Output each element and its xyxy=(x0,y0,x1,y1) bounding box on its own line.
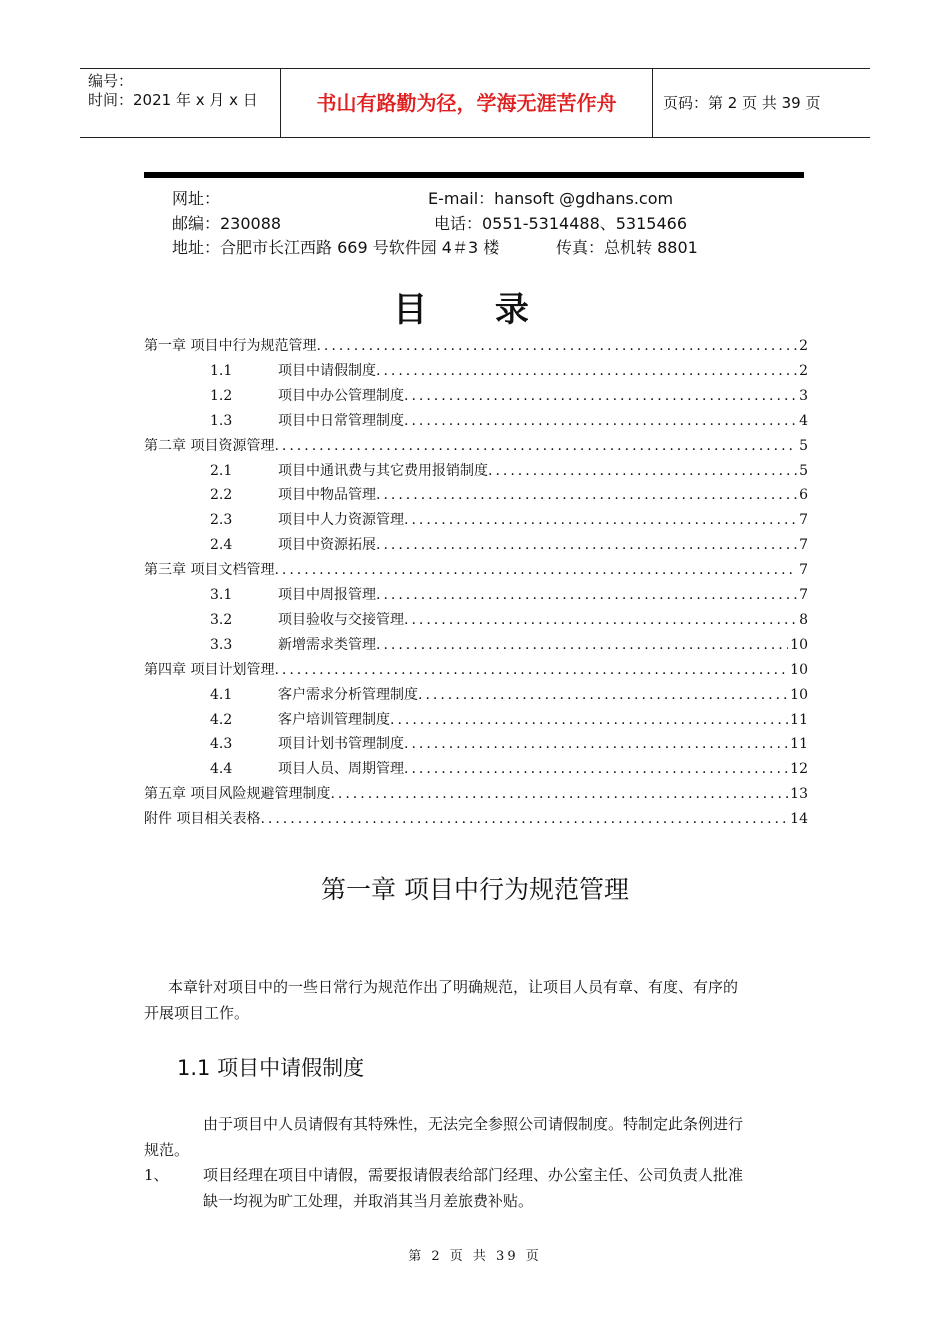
toc-entry-page: 12 xyxy=(790,761,808,778)
toc-entry-number: 4.3 xyxy=(210,736,233,753)
toc-entry-number: 4.2 xyxy=(210,711,233,728)
toc-entry-text: 项目中周报管理 xyxy=(278,587,376,603)
chapter-intro-line2: 开展项目工作。 xyxy=(144,1004,250,1022)
toc-entry[interactable] xyxy=(144,782,808,807)
toc-entry-number: 1.3 xyxy=(210,412,233,429)
list-item-number: 1、 xyxy=(144,1166,169,1184)
toc-entry-page: 2 xyxy=(799,338,808,354)
toc-entry-number: 2.4 xyxy=(210,537,233,554)
toc-leader-dots xyxy=(404,508,797,533)
toc-entry[interactable] xyxy=(210,459,808,484)
toc-leader-dots xyxy=(376,633,788,658)
toc-entry-number: 3.2 xyxy=(210,611,233,628)
toc-entry-text: 新增需求类管理 xyxy=(278,636,376,653)
section-title: 1.1 项目中请假制度 xyxy=(177,1056,365,1080)
toc-entry-number: 1.1 xyxy=(210,362,233,379)
toc-leader-dots xyxy=(376,533,797,558)
toc-leader-dots xyxy=(418,683,788,708)
toc-entry-text: 第二章 项目资源管理 xyxy=(144,437,275,454)
toc-entry-page: 10 xyxy=(790,686,808,703)
toc-entry-number: 3.3 xyxy=(210,636,233,653)
toc-entry[interactable] xyxy=(144,434,808,459)
toc-entry[interactable] xyxy=(210,633,808,658)
toc-entry-page: 2 xyxy=(799,362,808,379)
toc-entry-page: 7 xyxy=(799,587,808,603)
header-motto: 书山有路勤为径，学海无涯苦作舟 xyxy=(280,69,653,137)
toc-entry-number: 4.4 xyxy=(210,761,233,778)
toc-leader-dots xyxy=(404,608,797,633)
toc-leader-dots xyxy=(404,732,788,757)
toc-entry-page: 3 xyxy=(799,387,808,404)
toc-entry[interactable] xyxy=(144,807,808,832)
toc-title: 目 录 xyxy=(393,290,557,330)
toc-entry-text: 客户培训管理制度 xyxy=(278,711,390,728)
toc-entry[interactable] xyxy=(210,384,808,409)
contact-email: E-mail：hansoft @gdhans.com xyxy=(428,189,674,208)
toc-leader-dots xyxy=(274,658,788,683)
page-header xyxy=(80,68,870,138)
section-para-line2: 规范。 xyxy=(144,1141,190,1159)
chapter-title: 第一章 项目中行为规范管理 xyxy=(321,875,629,904)
toc-entry[interactable] xyxy=(210,608,808,633)
toc-entry-number: 2.1 xyxy=(210,462,233,479)
toc-entry-page: 6 xyxy=(799,487,808,504)
toc-entry-number: 2.2 xyxy=(210,487,233,504)
contact-phone: 电话：0551-5314488、5315466 xyxy=(434,214,688,233)
toc-entry-text: 项目计划书管理制度 xyxy=(278,736,404,753)
toc-entry-page: 11 xyxy=(790,736,808,753)
toc-entry-text: 项目人员、周期管理 xyxy=(278,761,404,778)
toc-entry-text: 项目中人力资源管理 xyxy=(278,512,404,529)
toc-leader-dots xyxy=(260,807,788,832)
code-label: 编号： xyxy=(88,72,134,90)
contact-website: 网址： xyxy=(172,189,221,208)
toc-entry-text: 项目中请假制度 xyxy=(278,362,376,379)
toc-entry[interactable] xyxy=(144,658,808,683)
toc-entry-page: 7 xyxy=(799,512,808,529)
toc-entry-text: 项目中办公管理制度 xyxy=(278,387,404,404)
toc-leader-dots xyxy=(330,782,788,807)
toc-leader-dots xyxy=(404,757,788,782)
toc-entry-text: 项目中物品管理 xyxy=(278,487,376,504)
page-footer: 第 2 页 共 39 页 xyxy=(408,1249,542,1264)
list-item-line2: 缺一均视为旷工处理，并取消其当月差旅费补贴。 xyxy=(203,1192,534,1210)
toc-entry[interactable] xyxy=(210,508,808,533)
toc-entry-text: 附件 项目相关表格 xyxy=(144,811,261,828)
toc-leader-dots xyxy=(404,384,797,409)
toc-entry[interactable] xyxy=(144,558,808,583)
toc-entry-number: 4.1 xyxy=(210,686,233,703)
toc-entry-text: 第三章 项目文档管理 xyxy=(144,562,275,579)
toc-entry[interactable] xyxy=(210,757,808,782)
toc-entry-page: 7 xyxy=(799,537,808,554)
toc-entry-number: 3.1 xyxy=(210,587,233,603)
toc-entry-page: 4 xyxy=(799,412,808,429)
toc-leader-dots xyxy=(376,583,797,608)
toc-entry-page: 13 xyxy=(790,786,808,803)
toc-leader-dots xyxy=(376,359,797,384)
toc-entry[interactable] xyxy=(210,708,808,733)
toc-entry[interactable] xyxy=(144,334,808,359)
toc-entry-page: 11 xyxy=(790,711,808,728)
toc-entry-page: 10 xyxy=(790,636,808,653)
toc-entry-page: 5 xyxy=(799,462,808,479)
toc-entry-text: 第一章 项目中行为规范管理 xyxy=(144,338,317,354)
toc-leader-dots xyxy=(404,409,797,434)
toc-entry-text: 项目验收与交接管理 xyxy=(278,611,404,628)
toc-entry-text: 客户需求分析管理制度 xyxy=(278,686,418,703)
toc-entry[interactable] xyxy=(210,533,808,558)
toc-entry-text: 第五章 项目风险规避管理制度 xyxy=(144,786,331,803)
toc-entry-page: 5 xyxy=(799,437,808,454)
toc-entry[interactable] xyxy=(210,409,808,434)
toc-entry-text: 第四章 项目计划管理 xyxy=(144,661,275,678)
section-para-line1: 由于项目中人员请假有其特殊性，无法完全参照公司请假制度。特制定此条例进行 xyxy=(203,1115,744,1133)
toc-leader-dots xyxy=(274,434,797,459)
contact-address: 地址：合肥市长江西路 669 号软件园 4＃3 楼 xyxy=(172,238,500,257)
toc-entry[interactable] xyxy=(210,359,808,384)
toc-entry[interactable] xyxy=(210,683,808,708)
header-left-cell xyxy=(80,69,280,137)
toc-entry-page: 10 xyxy=(790,661,808,678)
header-divider xyxy=(144,172,804,178)
contact-postcode: 邮编：230088 xyxy=(172,214,282,233)
header-page-label: 页码：第 2 页 共 39 页 xyxy=(663,94,821,112)
toc-leader-dots xyxy=(316,334,797,359)
toc-entry-number: 2.3 xyxy=(210,512,233,529)
toc-entry-text: 项目中资源拓展 xyxy=(278,537,376,554)
toc-entry[interactable] xyxy=(210,732,808,757)
toc-entry-page: 8 xyxy=(799,611,808,628)
toc-entry-number: 1.2 xyxy=(210,387,233,404)
chapter-intro-line1: 本章针对项目中的一些日常行为规范作出了明确规范，让项目人员有章、有度、有序的 xyxy=(168,978,739,996)
toc-entry[interactable] xyxy=(210,583,808,608)
list-item-line1: 项目经理在项目中请假，需要报请假表给部门经理、办公室主任、公司负责人批准 xyxy=(203,1166,744,1184)
toc-entry[interactable] xyxy=(210,483,808,508)
toc-leader-dots xyxy=(488,459,797,484)
toc-entry-page: 14 xyxy=(790,811,808,828)
contact-fax: 传真：总机转 8801 xyxy=(556,238,698,257)
toc-entry-text: 项目中日常管理制度 xyxy=(278,412,404,429)
toc-leader-dots xyxy=(376,483,797,508)
toc-entry-text: 项目中通讯费与其它费用报销制度 xyxy=(278,462,488,479)
toc-leader-dots xyxy=(390,708,788,733)
toc-leader-dots xyxy=(274,558,797,583)
toc-entry-page: 7 xyxy=(799,562,808,579)
time-label: 时间：2021 年 x 月 x 日 xyxy=(88,91,258,109)
